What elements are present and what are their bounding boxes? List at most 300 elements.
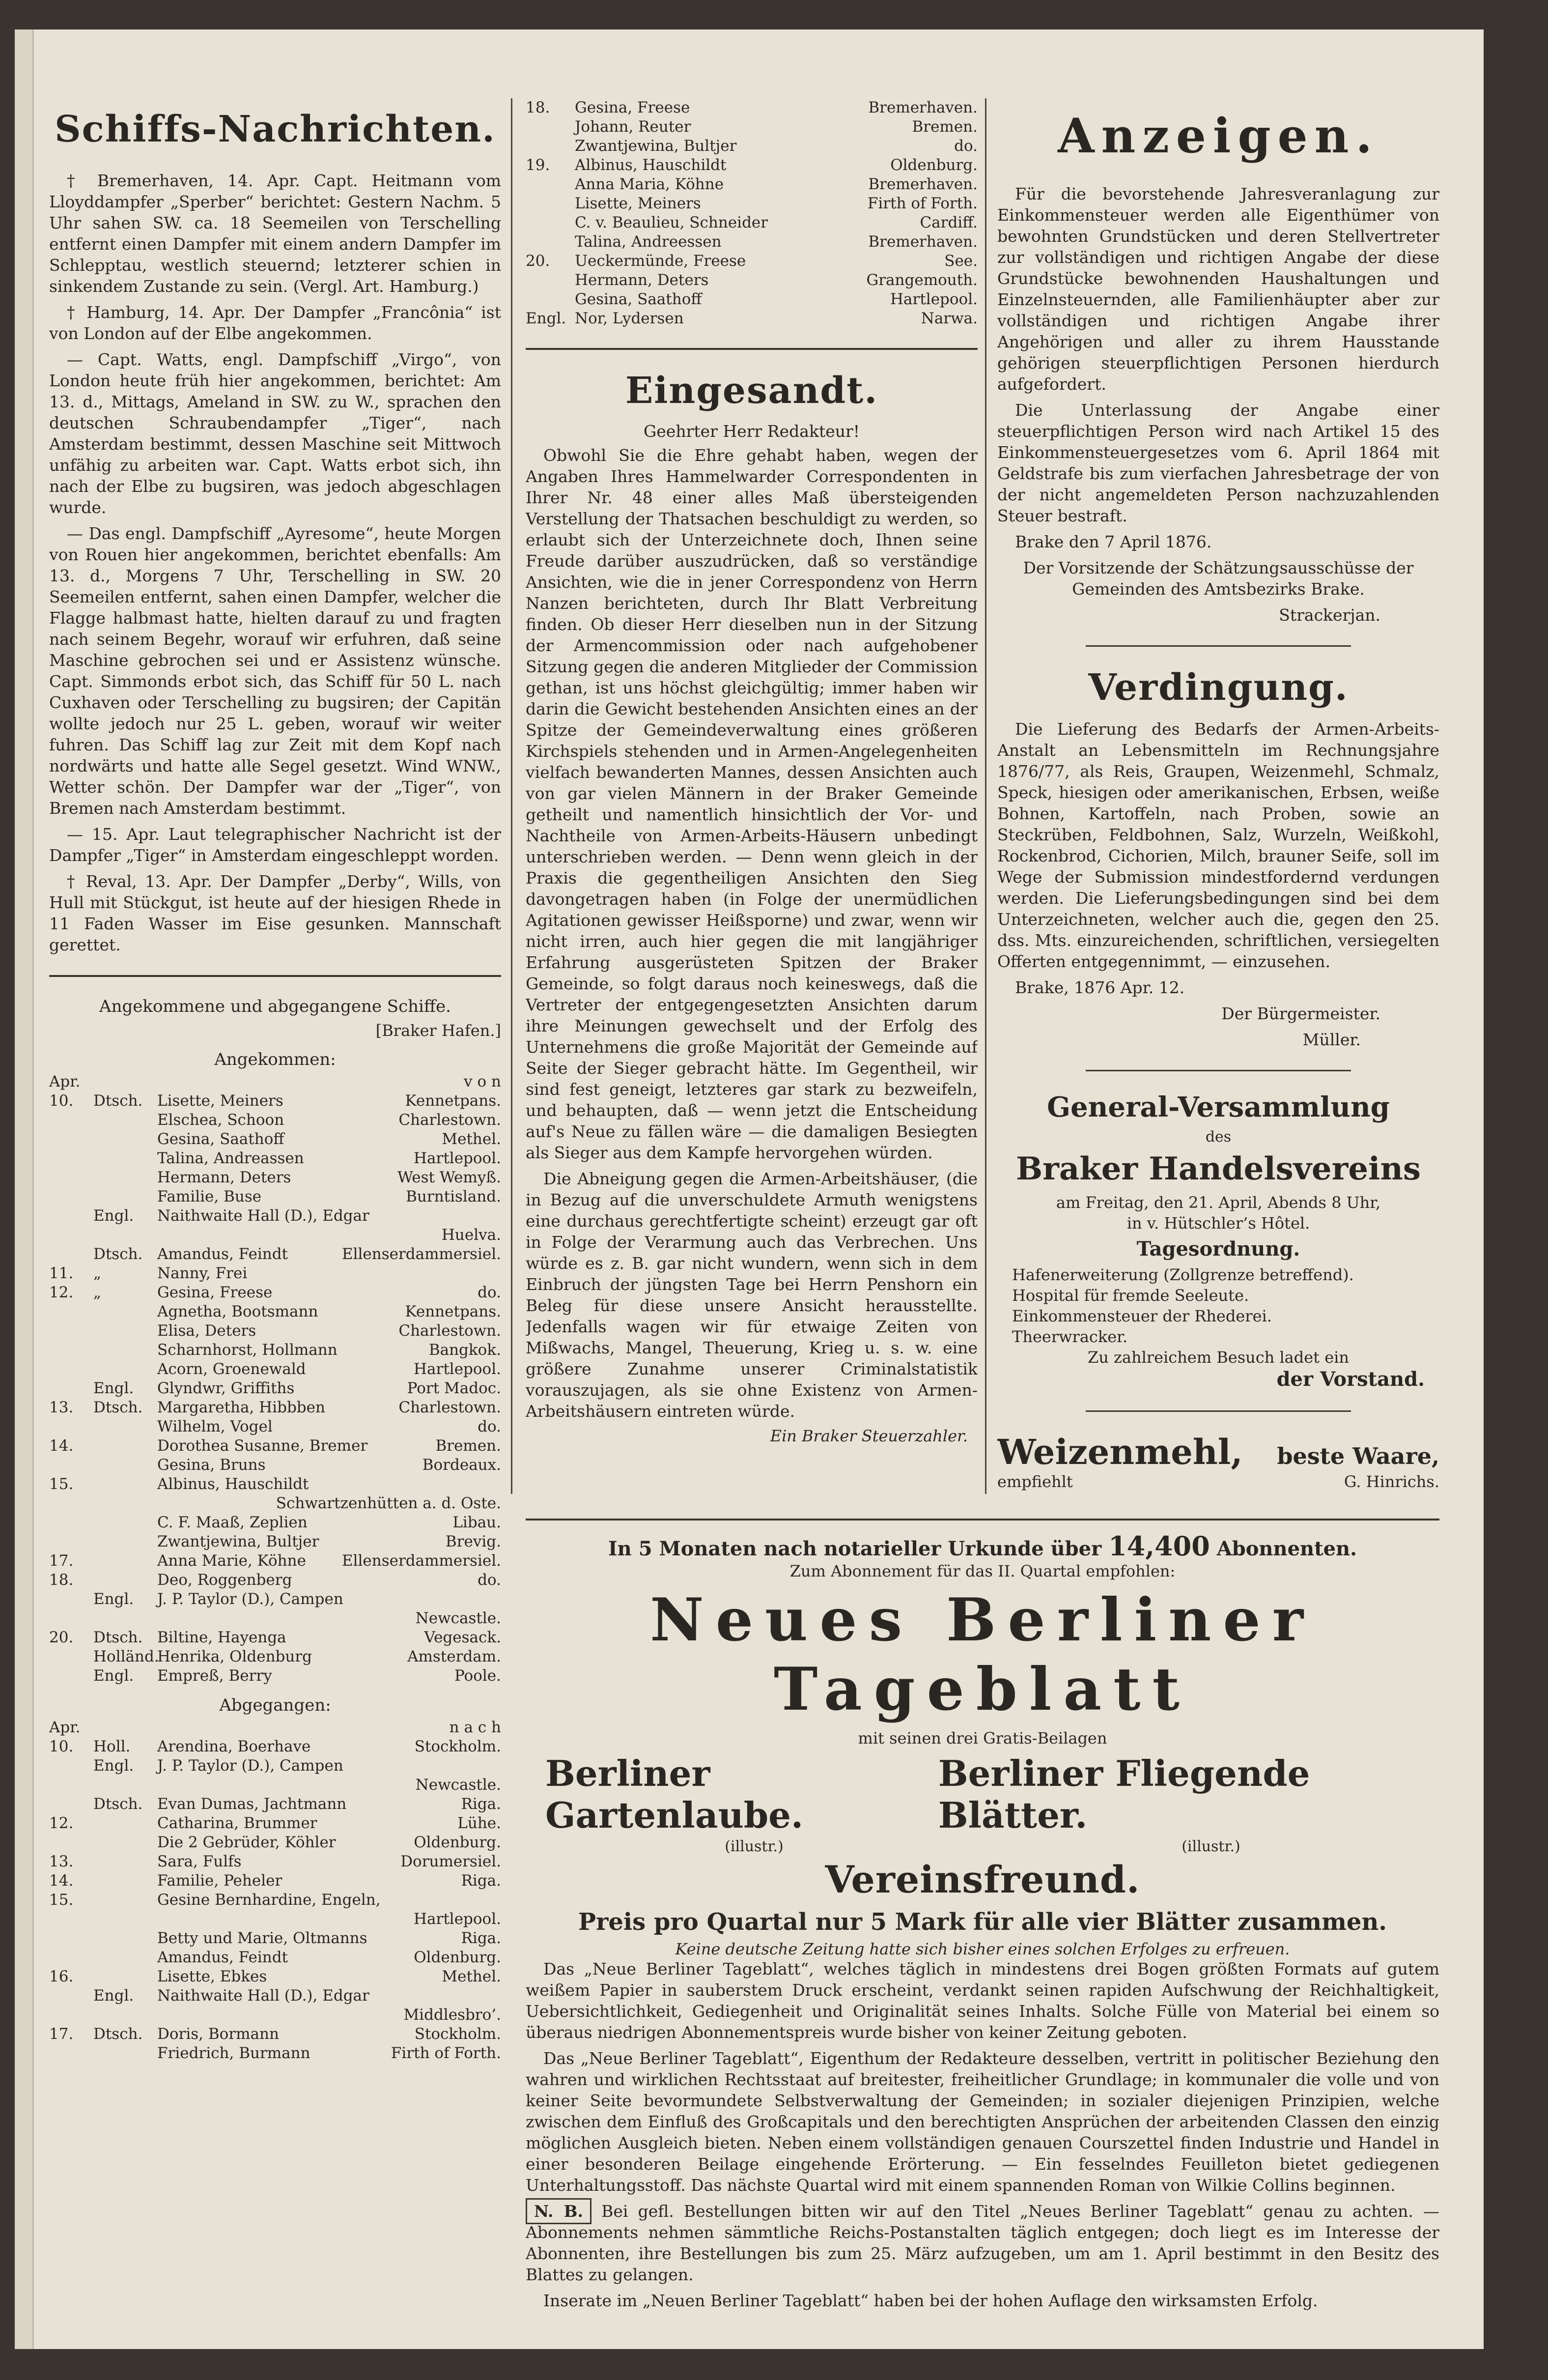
ship-cell: Riga. — [461, 1795, 501, 1813]
ship-cell — [49, 1647, 88, 1666]
ship-row — [49, 1264, 501, 1283]
paragraph: † Reval, 13. Apr. Der Dampfer „Derby“, Wills, von Hull mit Stückgut, ist heute auf der hiesigen Rhede in 11 Faden Wasser im Eise gesunken. Mannschaft gerettet. — [49, 872, 501, 954]
ship-cell — [157, 1226, 437, 1245]
ship-cell: Stockholm. — [414, 1738, 501, 1755]
ship-row — [49, 1666, 501, 1686]
ship-cell: 15. — [49, 1475, 74, 1493]
ship-cell — [526, 194, 570, 213]
ship-cell: Dtsch. — [93, 1399, 143, 1416]
ship-cell: Hartlepool. — [890, 290, 978, 308]
ship-cell: Holländ. — [93, 1648, 159, 1665]
ship-cell: 12. — [49, 1814, 74, 1832]
ship-row — [49, 1833, 501, 1852]
ship-cell: West Wemyß. — [397, 1169, 501, 1186]
ship-cell: Hartlepool. — [414, 1360, 501, 1378]
ship-cell — [526, 271, 570, 290]
ship-cell: Lisette, Ebkes — [157, 1968, 267, 1985]
ship-cell: Hermann, Deters — [157, 1169, 291, 1186]
ship-row — [49, 1795, 501, 1814]
tageblatt-title: Neues Berliner Tageblatt — [650, 1585, 1315, 1724]
ship-cell — [93, 1111, 152, 1130]
ship-cell: Dtsch. — [93, 1795, 143, 1813]
ship-cell: „ — [93, 1264, 102, 1282]
ship-cell: 10. — [49, 1738, 74, 1755]
newspaper-page — [15, 29, 1484, 2349]
assembly-club: Braker Handelsvereins — [1016, 1150, 1421, 1187]
flour-ad — [997, 1432, 1439, 1472]
ship-row — [49, 1628, 501, 1647]
ship-cell: 14. — [49, 1872, 74, 1890]
ship-cell: Hermann, Deters — [575, 271, 709, 289]
ship-cell: Riga. — [461, 1872, 501, 1890]
supplement-illustr — [526, 1838, 1439, 1855]
ship-cell: Huelva. — [441, 1226, 501, 1244]
ship-row — [49, 1379, 501, 1398]
ship-cell — [93, 1551, 152, 1571]
ship-cell: Bremen. — [435, 1437, 501, 1455]
letter-body — [526, 445, 978, 1422]
price-line: Preis pro Quartal nur 5 Mark für alle vier Blätter zusammen. — [578, 1908, 1387, 1936]
ship-cell: Engl. — [526, 310, 566, 327]
ship-cell: Nanny, Frei — [157, 1264, 248, 1282]
ship-cell: 19. — [526, 156, 550, 174]
ship-cell: Oldenburg. — [890, 156, 978, 174]
paragraph: Für die bevorstehende Jahresveranlagung zur Einkommensteuer werden alle Eigenthümer von bewohnten Grundstücken und deren Stellvertreter zur vollständigen und richtigen Angabe der diese Grundstücke bewohnenden Haushaltungen und Einzelnsteuernden, alle Familienhäupter aber zur vollständigen und richtigen Angabe ihrer Angehörigen und aller zu ihrem Hausstande gehörigen steuerpflichtigen Personen hierdurch aufgefordert. — [997, 184, 1439, 394]
illustr-2: (illustr.) — [1182, 1838, 1240, 1855]
ship-cell: Empreß, Berry — [157, 1667, 272, 1685]
ship-cell: 20. — [49, 1629, 74, 1646]
ship-cell: Dtsch. — [93, 1092, 143, 1110]
nb-text: Bei gefl. Bestellungen bitten wir auf den Titel „Neues Berliner Tageblatt“ genau zu achten. — Abonnements nehmen sämmtliche Reichs-Postanstalten täglich entgegen; doch liegt es im Interesse der Abonnenten, ihre Bestellungen bis zum 25. März aufzugeben, um am 1. April bestimmt in den Besitz des Blattes zu gelangen. — [526, 2202, 1439, 2284]
ship-cell: Bremerhaven. — [868, 233, 978, 251]
flour-quality: beste Waare, — [1277, 1443, 1439, 1469]
ship-news-title: Schiffs-Nachrichten. — [55, 108, 496, 150]
ship-row — [526, 117, 978, 137]
ship-row — [526, 137, 978, 156]
paragraph: † Hamburg, 14. Apr. Der Dampfer „Francônia“ ist von London auf der Elbe angekommen. — [49, 303, 501, 343]
departed-list — [49, 1718, 501, 2063]
headline-count: 14,400 — [1108, 1530, 1210, 1562]
ship-cell — [49, 1226, 88, 1245]
ship-row — [49, 1776, 501, 1795]
agenda-list — [1012, 1264, 1439, 1347]
arrived-list — [49, 1072, 501, 1686]
ship-row — [49, 1417, 501, 1436]
ship-row — [49, 2006, 501, 2025]
ship-cell: 20. — [526, 252, 550, 270]
binding-gutter — [15, 29, 34, 2349]
ship-cell: Firth of Forth. — [391, 2044, 501, 2062]
ship-cell: Dorothea Susanne, Bremer — [157, 1437, 368, 1455]
ship-cell — [49, 2044, 88, 2063]
divider — [526, 1519, 1439, 1520]
paragraph: Die Abneigung gegen die Armen-Arbeitshäuser, (die in Bezug auf die unverschuldete Armuth wenigstens eine durchaus gerechtfertigte scheint) erzeugt gar oft in Folge der Verarmung auch das Verbrechen. Uns würde es z. B. gar nicht wundern, wenn sich in dem Einbruch der jüngsten Tage bei Herrn Penshorn ein Beleg für diese unsere Ansicht herausstellte. Jedenfalls wagen wir für etwaige Zeiten von Mißwachs, Mangel, Theuerung, Krieg u. s. w. eine größere Zunahme unserer Criminalstatistik vorauszujagen, als sie ohne Existenz von Armen-Arbeitshäusern eintreten würde. — [526, 1169, 978, 1421]
ship-cell: „ — [93, 1284, 102, 1301]
paragraph: — Das engl. Dampfschiff „Ayresome“, heute Morgen von Rouen hier angekommen, berichtet ebenfalls: Am 13. d., Morgens 7 Uhr, Terschelling in SW. 20 Seemeilen entfernt, sahen einen Dampfer, welcher die Flagge halbmast hatte, hielten darauf zu und fragten nach seinem Begehr, worauf wir erfuhren, daß seine Maschine gebrochen sei und er Assistenz wünsche. Capt. Simmonds erbot sich, das Schiff für 50 L. nach Cuxhaven oder Terschelling zu bugsiren; der Capitän wollte jedoch nur 25 L. geben, worauf wir weiter fuhren. Das Schiff lag zur Zeit mit dem Kopf nach nordwärts und hatte alle Segel gesetzt. Wind WNW., Wetter schön. Der Dampfer war der „Tiger“, von Bremen nach Amsterdam bestimmt. — [49, 524, 501, 818]
ship-row — [49, 1609, 501, 1628]
ship-row — [49, 1532, 501, 1551]
ship-cell: Dtsch. — [93, 1629, 143, 1646]
tageblatt-advert — [526, 1519, 1439, 2316]
ship-cell: Charlestown. — [398, 1111, 501, 1129]
ship-cell: See. — [944, 252, 978, 270]
ship-row — [49, 1891, 501, 1910]
ship-cell — [49, 1532, 88, 1551]
ship-cell: 17. — [49, 2025, 74, 2043]
ship-row — [49, 1245, 501, 1264]
ship-cell — [93, 1609, 152, 1628]
ship-cell: Engl. — [93, 1667, 134, 1685]
ship-row — [49, 1360, 501, 1379]
ship-cell — [93, 1871, 152, 1891]
ship-cell: do. — [478, 1418, 501, 1435]
ship-cell: Naithwaite Hall (D.), Edgar — [157, 1207, 369, 1225]
flour-merchant-line — [997, 1472, 1439, 1491]
ship-cell — [49, 1590, 88, 1609]
ship-cell: Grangemouth. — [866, 271, 978, 289]
ship-cell — [157, 1776, 411, 1795]
ship-row — [49, 1929, 501, 1948]
ship-cell — [157, 1072, 459, 1091]
ship-cell: Albinus, Hauschildt — [157, 1475, 309, 1493]
ship-row — [49, 1590, 501, 1609]
ship-cell: Engl. — [93, 1590, 134, 1608]
ship-row — [526, 98, 978, 117]
ship-cell: Sara, Fulfs — [157, 1853, 242, 1870]
ship-row — [49, 1168, 501, 1187]
ship-row — [49, 1852, 501, 1871]
ship-row — [49, 2044, 501, 2063]
ship-cell — [49, 1986, 88, 2006]
ship-cell — [49, 1776, 88, 1795]
ship-cell: Lisette, Meiners — [157, 1092, 283, 1110]
ship-cell: Wilhelm, Vogel — [157, 1418, 273, 1435]
tageblatt-headline — [526, 1530, 1439, 1562]
ship-cell — [49, 1149, 88, 1168]
tender-issuer: Der Bürgermeister. — [1221, 1004, 1380, 1023]
ship-cell — [49, 1245, 88, 1264]
ship-cell: do. — [478, 1571, 501, 1589]
ship-cell: Betty und Marie, Oltmanns — [157, 1929, 367, 1947]
ship-cell — [93, 1494, 152, 1513]
ship-cell: 13. — [49, 1399, 74, 1416]
ship-cell — [93, 1532, 152, 1551]
ship-row — [49, 1206, 501, 1226]
ship-cell: Acorn, Groenewald — [157, 1360, 306, 1378]
ship-cell: 13. — [49, 1853, 74, 1870]
ship-cell — [93, 1436, 152, 1456]
ship-cell: Amsterdam. — [407, 1648, 501, 1665]
arrived-label: Angekommen: — [214, 1050, 336, 1069]
ship-cell: 11. — [49, 1264, 74, 1282]
ship-cell: Catharina, Brummer — [157, 1814, 317, 1832]
ship-cell: Engl. — [93, 1207, 134, 1225]
agenda-item: Hafenerweiterung (Zollgrenze betreffend). — [1012, 1265, 1354, 1284]
ship-row — [49, 1398, 501, 1417]
ship-cell — [49, 1494, 88, 1513]
ship-cell — [526, 290, 570, 309]
assembly-of: des — [1205, 1128, 1232, 1146]
ship-cell — [93, 1072, 152, 1091]
ship-cell: Lühe. — [457, 1814, 501, 1832]
ship-cell: Brevig. — [445, 1533, 501, 1550]
ship-cell — [93, 1910, 152, 1929]
ship-cell: Nor, Lydersen — [575, 310, 684, 327]
ship-cell: Elschea, Schoon — [157, 1111, 284, 1129]
ship-cell: Scharnhorst, Hollmann — [157, 1341, 338, 1359]
ship-cell: Engl. — [93, 1379, 134, 1397]
assembly-where: in v. Hütschler’s Hôtel. — [1126, 1214, 1310, 1233]
ship-cell: Albinus, Hauschildt — [575, 156, 727, 174]
agenda-item: Hospital für fremde Seeleute. — [1012, 1286, 1249, 1305]
ship-cell: Apr. — [49, 1719, 81, 1736]
ship-cell: Henrika, Oldenburg — [157, 1648, 312, 1665]
ship-row — [526, 309, 978, 328]
letter-title: Eingesandt. — [625, 370, 878, 412]
ship-row — [49, 1551, 501, 1571]
ship-row — [49, 1718, 501, 1737]
ship-cell: Dorumersiel. — [400, 1853, 501, 1870]
ship-cell — [93, 1967, 152, 1986]
ship-row — [49, 1494, 501, 1513]
ship-cell: Hartlepool. — [414, 1910, 501, 1928]
ship-cell — [93, 1226, 152, 1245]
ship-row — [49, 1341, 501, 1360]
ship-cell: 15. — [49, 1891, 74, 1909]
ship-row — [49, 1871, 501, 1891]
ship-cell: Schwartzenhütten a. d. Oste. — [276, 1494, 501, 1512]
ship-cell — [49, 1379, 88, 1398]
tax-notice-body — [997, 183, 1439, 526]
ship-row — [49, 1475, 501, 1494]
column-rule-2 — [985, 98, 986, 1494]
ship-cell — [93, 1302, 152, 1321]
headline-post: Abonnenten. — [1216, 1537, 1357, 1560]
ship-cell: Gesine Bernhardine, Engeln, — [157, 1891, 381, 1909]
paragraph: — 15. Apr. Laut telegraphischer Nachricht ist der Dampfer „Tiger“ in Amsterdam eingeschleppt worden. — [49, 825, 501, 865]
ship-cell: Poole. — [454, 1667, 501, 1685]
ship-cell: Kennetpans. — [405, 1092, 501, 1110]
ship-cell: 18. — [49, 1571, 74, 1589]
ship-cell: Vegesack. — [424, 1629, 501, 1646]
ship-cell — [49, 1321, 88, 1341]
ship-cell — [49, 2006, 88, 2025]
ship-cell: Newcastle. — [415, 1609, 501, 1627]
nb-paragraph — [526, 2201, 1439, 2285]
ship-cell — [93, 1341, 152, 1360]
ship-cell: Oldenburg. — [414, 1834, 501, 1851]
ship-cell — [49, 1417, 88, 1436]
ship-cell — [526, 175, 570, 194]
ship-cell: Zwantjewina, Bultjer — [575, 137, 737, 155]
ship-row — [49, 1814, 501, 1833]
illustr-1: (illustr.) — [725, 1838, 784, 1855]
ship-cell: Friedrich, Burmann — [157, 2044, 310, 2062]
ship-row — [526, 252, 978, 271]
ship-cell — [49, 1341, 88, 1360]
ship-cell: Talina, Andreessen — [575, 233, 722, 251]
tax-notice-issuer: Der Vorsitzende der Schätzungsausschüsse der Gemeinden des Amtsbezirks Brake. — [1023, 558, 1414, 599]
ship-cell — [93, 1168, 152, 1187]
ship-cell: 10. — [49, 1092, 74, 1110]
ship-cell — [49, 1833, 88, 1852]
headline-pre: In 5 Monaten nach notarieller Urkunde über — [608, 1537, 1102, 1560]
flour-merchant: G. Hinrichs. — [1344, 1472, 1439, 1491]
ship-cell — [93, 1929, 152, 1948]
agenda-title: Tagesordnung. — [1136, 1237, 1300, 1261]
ship-cell: Margaretha, Hibbben — [157, 1399, 325, 1416]
ship-cell: 17. — [49, 1552, 74, 1570]
ship-cell: J. P. Taylor (D.), Campen — [157, 1590, 343, 1608]
ship-cell: Johann, Reuter — [575, 118, 691, 136]
ship-cell — [526, 213, 570, 232]
ship-cell — [526, 137, 570, 156]
column-rule-1 — [511, 98, 512, 1494]
ship-cell: do. — [478, 1284, 501, 1301]
letter-salutation: Geehrter Herr Redakteur! — [643, 422, 860, 441]
ship-row — [49, 1756, 501, 1776]
ship-cell — [49, 1513, 88, 1532]
ship-cell: Apr. — [49, 1073, 81, 1090]
ship-cell: Evan Dumas, Jachtmann — [157, 1795, 347, 1813]
tender-body: Die Lieferung des Bedarfs der Armen-Arbeits-Anstalt an Lebensmitteln im Rechnungsjahre 1876/77, als Reis, Graupen, Weizenmehl, Schmalz, Speck, hiesigen oder amerikanischen, Erbsen, weiße Bohnen, Kartoffeln, nach Proben, sowie an Steckrüben, Feldbohnen, Salz, Wurzeln, Weißkohl, Rockenbrod, Cichorien, Milch, brauner Seife, soll im Wege der Submission mindestfordernd verdungen werden. Die Lieferungsbedingungen sind bei dem Unterzeichneten, welcher auch die, gegen den 25. dss. Mts. einzureichenden, schriftlichen, versiegelten Offerten entgegennimmt, — einzusehen. — [997, 719, 1439, 971]
ship-cell: Kennetpans. — [405, 1303, 501, 1320]
ship-cell: Talina, Andreassen — [157, 1149, 304, 1167]
ship-cell — [93, 1149, 152, 1168]
ship-cell — [49, 1666, 88, 1686]
ship-cell: n a c h — [449, 1719, 501, 1736]
column-1 — [49, 98, 501, 2310]
ship-cell: Engl. — [93, 1987, 134, 2005]
supplement-vereinsfreund: Vereinsfreund. — [825, 1858, 1140, 1901]
ship-cell: Newcastle. — [415, 1776, 501, 1794]
ship-row — [49, 1283, 501, 1302]
ship-row — [526, 290, 978, 309]
ship-row — [49, 1737, 501, 1756]
ship-cell: Arendina, Boerhave — [157, 1738, 311, 1755]
tax-notice-name: Strackerjan. — [1279, 605, 1380, 625]
paragraph: † Bremerhaven, 14. Apr. Capt. Heitmann vom Lloyddampfer „Sperber“ berichtet: Gestern Nachm. 5 Uhr sahen SW. ca. 18 Seemeilen von Terschelling entfernt einen Dampfer mit einem andern Dampfer im Schlepptau, westlich steuernd; letzterer schien in sinkendem Zustande zu sein. (Vergl. Art. Hamburg.) — [49, 171, 501, 296]
ship-cell: Oldenburg. — [414, 1949, 501, 1966]
ship-row — [49, 1948, 501, 1967]
ship-cell — [49, 1910, 88, 1929]
assembly-board: der Vorstand. — [1276, 1368, 1425, 1391]
ship-cell — [157, 1910, 409, 1929]
ship-cell: Charlestown. — [398, 1322, 501, 1340]
ship-cell — [93, 1948, 152, 1967]
tagline: Keine deutsche Zeitung hatte sich bisher eines solchen Erfolges zu erfreuen. — [675, 1940, 1290, 1958]
ship-cell — [93, 1513, 152, 1532]
ship-cell: Bordeaux. — [422, 1456, 501, 1474]
ship-cell: Gesina, Saathoff — [575, 290, 702, 308]
ship-cell: J. P. Taylor (D.), Campen — [157, 1757, 343, 1775]
assembly-heading: General-Versammlung — [1047, 1091, 1390, 1123]
notices-title: Anzeigen. — [1058, 108, 1379, 164]
ship-cell: Bremen. — [912, 118, 978, 136]
ship-cell: Methel. — [442, 1130, 501, 1148]
divider — [1086, 1070, 1351, 1071]
ship-cell — [93, 1475, 152, 1494]
ship-row — [49, 1091, 501, 1111]
ship-cell: do. — [954, 137, 978, 155]
ship-cell — [157, 1718, 445, 1737]
nb-mark: N. B. — [526, 2198, 591, 2224]
ship-cell: Agnetha, Bootsmann — [157, 1303, 318, 1320]
ship-cell — [49, 1609, 88, 1628]
ship-cell — [93, 1456, 152, 1475]
ship-cell — [49, 1360, 88, 1379]
ship-cell: v o n — [464, 1073, 501, 1090]
ship-cell — [93, 2044, 152, 2063]
assembly-when: am Freitag, den 21. April, Abends 8 Uhr, — [1056, 1193, 1381, 1212]
ship-cell: Port Madoc. — [407, 1379, 501, 1397]
ship-cell — [157, 1494, 271, 1513]
subscribe-line: Zum Abonnement für das II. Quartal empfohlen: — [789, 1562, 1176, 1580]
ship-cell — [93, 1360, 152, 1379]
ship-cell: Ellenserdammersiel. — [341, 1552, 501, 1570]
ship-cell: Firth of Forth. — [867, 195, 978, 212]
ship-cell: Biltine, Hayenga — [157, 1629, 286, 1646]
ship-cell: Anna Maria, Köhne — [575, 175, 724, 193]
ship-cell — [93, 1417, 152, 1436]
ship-cell — [526, 117, 570, 137]
ship-cell: Lisette, Meiners — [575, 195, 701, 212]
ship-cell — [49, 1795, 88, 1814]
ship-cell — [93, 2006, 152, 2025]
ship-row — [49, 1111, 501, 1130]
divider — [526, 348, 978, 350]
ship-cell — [49, 1948, 88, 1967]
supplement-titles — [545, 1752, 1420, 1836]
ship-cell — [93, 1852, 152, 1871]
ship-cell: C. F. Maaß, Zeplien — [157, 1514, 308, 1531]
paragraph: — Capt. Watts, engl. Dampfschiff „Virgo“, von London heute früh hier angekommen, berichtet: Am 13. d., Mittags, Ameland in SW. zu W., sprachen den deutschen Schraubendampfer „Tiger“, nach Amsterdam bestimmt, dessen Maschine seit Mittwoch unfähig zu arbeiten war. Capt. Watts erbot sich, ihn nach der Elbe zu bugsiren, was jedoch abgeschlagen wurde. — [49, 350, 501, 517]
supplement-gartenlaube: Berliner Gartenlaube. — [545, 1752, 804, 1836]
ship-cell: Holl. — [93, 1738, 131, 1755]
column-3 — [997, 98, 1439, 1504]
ship-cell: Middlesbro’. — [403, 2006, 501, 2024]
ship-cell: Amandus, Feindt — [157, 1949, 288, 1966]
ship-cell: Doris, Bormann — [157, 2025, 279, 2043]
ship-row — [49, 1513, 501, 1532]
ship-cell: Gesina, Bruns — [157, 1456, 266, 1474]
ship-cell — [157, 2006, 398, 2025]
tender-date: Brake, 1876 Apr. 12. — [1015, 978, 1185, 997]
ship-row — [49, 1187, 501, 1206]
ship-cell: 12. — [49, 1284, 74, 1301]
paragraph: Obwohl Sie die Ehre gehabt haben, wegen der Angaben Ihres Hammelwarder Correspondenten in Ihrer Nr. 48 einer alles Maß übersteigenden Verstellung der Thatsachen beschuldigt zu werden, so erlaubt sich der Unterzeichnete doch, Ihnen seine Freude darüber auszudrücken, daß so verständige Ansichten, wie die in jener Correspondenz von Herrn Nanzen berichteten, durch Ihr Blatt Verbreitung finden. Ob dieser Herr dieselben nun in der Sitzung der Armencommission oder nach aufgehobener Sitzung gegen die anderen Mitglieder der Commission gethan, ist uns höchst gleichgültig; immer haben wir darin die Gewicht bestehenden Ansichten eines an der Spitze der Gemeindeverwaltung eines größeren Kirchspiels stehenden und in Armen-Angelegenheiten vielfach bewanderten Mannes, dessen Ansichten auch von gar vielen Männern in der Braker Gemeinde getheilt und namentlich hinsichtlich der Vor- und Nachtheile von Armen-Arbeits-Häusern unbedingt unterschrieben werden. — Denn wenn gleich in der Praxis die gegentheiligen Ansichten den Sieg davongetragen haben (in Folge der unermüdlichen Agitationen gewisser Heißsporne) und zwar, wenn wir nicht irren, auch hier gegen die mit langjähriger Erfahrung ausgerüsteten Spitzen der Braker Gemeinde, so folgt daraus noch keineswegs, daß die Vertreter der entgegengesetzten Ansichten darum ihre Meinungen gewechselt und der Erfolg des Unternehmens die große Majorität der Gemeinde auf Seite der Sieger gebracht hätte. Im Gegentheil, wir sind fest geneigt, letzteres gar stark zu bezweifeln, und behaupten, daß — wenn jetzt die Entscheidung auf's Neue zu fällen wäre — die damaligen Besiegten als Sieger aus dem Kampfe hervorgehen würden. — [526, 446, 978, 1162]
ship-row — [49, 1072, 501, 1091]
ship-cell: Cardiff. — [920, 214, 978, 231]
ship-cell: Amandus, Feindt — [157, 1245, 288, 1263]
ship-cell: Gesina, Freese — [157, 1284, 273, 1301]
ship-cell: Gesina, Freese — [575, 99, 690, 116]
ship-cell — [49, 1130, 88, 1149]
flour-recommends: empfiehlt — [997, 1472, 1073, 1491]
ship-cell — [49, 1456, 88, 1475]
divider — [1086, 1410, 1351, 1412]
ship-row — [49, 1130, 501, 1149]
ship-cell: 14. — [49, 1437, 74, 1455]
ship-cell: Charlestown. — [398, 1399, 501, 1416]
letter-signature: Ein Braker Steuerzahler. — [770, 1427, 968, 1445]
ship-cell — [93, 1814, 152, 1833]
ship-row — [49, 1910, 501, 1929]
ship-row — [49, 1967, 501, 1986]
ship-cell: C. v. Beaulieu, Schneider — [575, 214, 768, 231]
ship-row — [49, 2025, 501, 2044]
ship-cell — [526, 232, 570, 252]
